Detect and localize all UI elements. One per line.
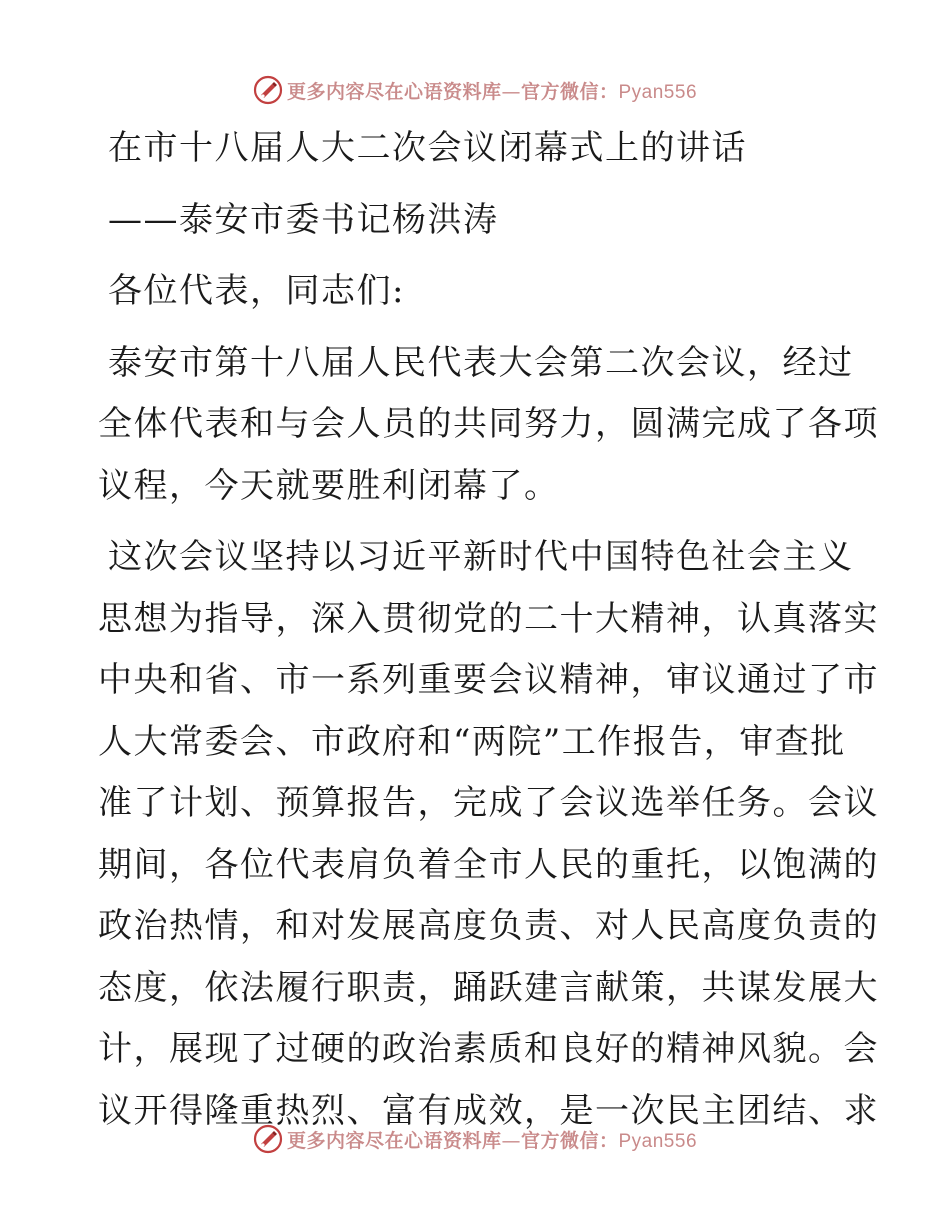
- watermark-text: [287, 77, 697, 104]
- watermark-dash: —: [501, 1129, 521, 1152]
- paragraph-line: 计，展现了过硬的政治素质和良好的精神风貌。会: [98, 1029, 879, 1069]
- document-body: [98, 118, 879, 1142]
- paragraph-line: 准了计划、预算报告，完成了会议选举任务。会议: [98, 783, 879, 823]
- document-salutation: 各位代表，同志们:: [108, 271, 405, 311]
- pen-logo-icon: [253, 1124, 283, 1154]
- paragraph-line: 全体代表和与会人员的共同努力，圆满完成了各项: [98, 404, 879, 444]
- paragraph-line: 这次会议坚持以习近平新时代中国特色社会主义: [108, 537, 854, 577]
- watermark-official-label: 官方微信：: [520, 1129, 619, 1152]
- watermark-dash: —: [501, 80, 521, 103]
- paragraph-line: 议程，今天就要胜利闭幕了。: [98, 465, 560, 506]
- document-title: 在市十八届人大二次会议闭幕式上的讲话: [108, 128, 747, 168]
- paragraph-line: 态度，依法履行职责，踊跃建言献策，共谋发展大: [98, 967, 879, 1008]
- watermark-site-name: 更多内容尽在心语资料库: [286, 1129, 502, 1152]
- paragraph-line: 期间，各位代表肩负着全市人民的重托，以饱满的: [98, 844, 879, 885]
- watermark-text: [287, 1126, 697, 1153]
- watermark-wechat-id: Pyan556: [618, 81, 698, 103]
- pen-logo-icon: [253, 75, 283, 105]
- paragraph-line: 泰安市第十八届人民代表大会第二次会议，经过: [108, 342, 854, 383]
- document-author: ——泰安市委书记杨洪涛: [108, 199, 499, 240]
- paragraph-line: 中央和省、市一系列重要会议精神，审议通过了市: [98, 660, 879, 700]
- watermark-wechat-id: Pyan556: [618, 1130, 698, 1152]
- paragraph-2: [98, 527, 879, 1142]
- paragraph-line: 议开得隆重热烈、富有成效，是一次民主团结、求: [98, 1090, 879, 1131]
- watermark-header: [0, 73, 950, 107]
- watermark-site-name: 更多内容尽在心语资料库: [286, 80, 502, 103]
- watermark-footer: [0, 1122, 950, 1156]
- paragraph-line: 政治热情，和对发展高度负责、对人民高度负责的: [98, 906, 879, 946]
- paragraph-line: 人大常委会、市政府和“两院”工作报告，审查批: [98, 721, 846, 762]
- paragraph-1: [98, 333, 879, 518]
- paragraph-line: 思想为指导，深入贯彻党的二十大精神，认真落实: [98, 598, 879, 639]
- watermark-official-label: 官方微信：: [520, 80, 619, 103]
